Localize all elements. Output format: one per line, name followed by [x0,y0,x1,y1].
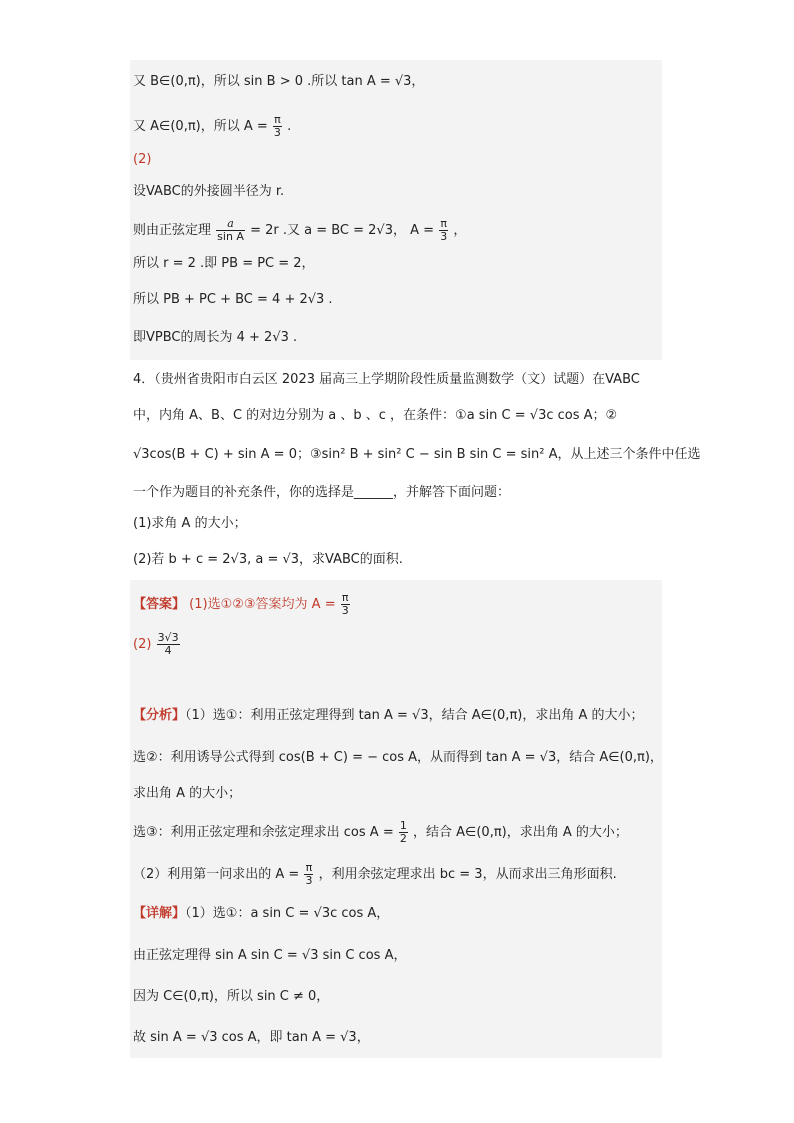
fraction: $\frac{\pi}{3}$ [273,113,281,139]
prev-line-1: 又 B∈(0,π)，所以 sin B > 0 .所以 tan A = √3， [133,74,425,89]
analysis-line-4: 选③：利用正弦定理和余弦定理求出 cos A = $\frac{1}{2}$ ，结合 A∈(0,π)，求出角 A 的大小； [133,819,628,845]
answer-line-1: 【答案】 (1)选①②③答案均为 A = $\frac{\pi}{3}$ [133,591,349,617]
detail-label: 【详解】 [133,906,186,921]
prev-line-4: 设VABC的外接圆半径为 r. [133,184,285,199]
fraction: $\frac{\pi}{3}$ [305,861,313,887]
fraction: $\frac{a}{\text{sin A}}$ [217,217,244,243]
question-line-5: (1)求角 A 的大小； [133,516,247,531]
fraction: $\frac{\pi}{3}$ [341,591,349,617]
fraction: $\frac{3√3}{4}$ [157,631,179,657]
fraction: $\frac{\pi}{3}$ [440,217,448,243]
prev-line-5: 则由正弦定理 $\frac{a}{\text{sin A}}$ = 2r .又 a = BC = 2√3， A = $\frac{\pi}{3}$ ， [133,217,467,243]
prev-line-8: 即VPBC的周长为 4 + 2√3 . [133,330,298,345]
question-line-1: 4．（贵州省贵阳市白云区 2023 届高三上学期阶段性质量监测数学（文）试题）在VABC [133,372,640,387]
part-2-marker: (2) [133,152,152,167]
detail-line-1: 【详解】（1）选①：a sin C = √3c cos A， [133,906,390,921]
answer-line-2: (2) $\frac{3√3}{4}$ [133,631,179,657]
analysis-line-5: （2）利用第一问求出的 A = $\frac{\pi}{3}$ ，利用余弦定理求出 bc = 3，从而求出三角形面积. [133,861,617,887]
fraction: $\frac{1}{2}$ [399,819,407,845]
previous-solution-block [130,60,662,360]
question-line-2: 中，内角 A、B、C 的对边分别为 a 、b 、c ，在条件：①a sin C = √3c cos A；② [133,408,618,423]
question-line-4: 一个作为题目的补充条件，你的选择是______，并解答下面问题： [133,485,511,500]
prev-line-2-text: 又 A∈(0,π)，所以 A = [133,119,268,134]
answer-label: 【答案】 [133,597,186,612]
question-line-6: (2)若 b + c = 2√3, a = √3，求VABC的面积. [133,552,403,567]
analysis-label: 【分析】 [133,708,186,723]
prev-line-7: 所以 PB + PC + BC = 4 + 2√3 . [133,292,333,307]
analysis-line-2: 选②：利用诱导公式得到 cos(B + C) = − cos A，从而得到 tan A = √3，结合 A∈(0,π)， [133,750,663,765]
question-line-3: √3cos(B + C) + sin A = 0；③sin² B + sin² C − sin B sin C = sin² A，从上述三个条件中任选 [133,447,701,462]
detail-line-4: 故 sin A = √3 cos A，即 tan A = √3， [133,1030,370,1045]
detail-line-2: 由正弦定理得 sin A sin C = √3 sin C cos A， [133,948,407,963]
analysis-line-3: 求出角 A 的大小； [133,786,242,801]
prev-line-2: 又 A∈(0,π)，所以 A = $\frac{\pi}{3}$ . [133,113,292,139]
detail-line-3: 因为 C∈(0,π)，所以 sin C ≠ 0， [133,989,330,1004]
analysis-line-1: 【分析】（1）选①：利用正弦定理得到 tan A = √3，结合 A∈(0,π)，求出角 A 的大小； [133,708,644,723]
prev-line-6: 所以 r = 2 .即 PB = PC = 2， [133,256,315,271]
